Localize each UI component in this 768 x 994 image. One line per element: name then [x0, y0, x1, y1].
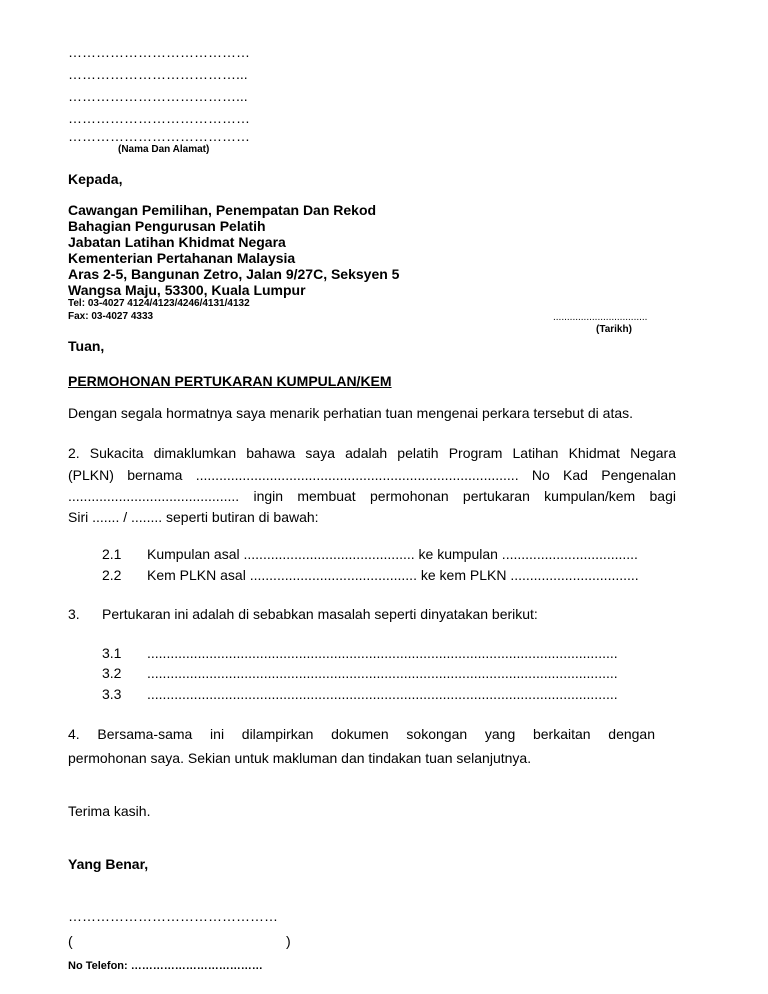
- item-3-3-number: 3.3: [102, 686, 122, 702]
- para3-number: 3.: [68, 606, 80, 622]
- closing-text: Yang Benar,: [68, 856, 149, 872]
- para3-text: Pertukaran ini adalah di sebabkan masalah seperti dinyatakan berikut:: [102, 606, 538, 622]
- item-3-3-text: .........................................................................................................................: [147, 686, 618, 702]
- subject-heading: PERMOHONAN PERTUKARAN KUMPULAN/KEM: [68, 373, 392, 389]
- sender-line-5: …………………………………: [68, 128, 250, 144]
- para2-line-3: ............................................ ingin membuat permohonan pertukaran kumpulan/kem bagi: [68, 488, 676, 504]
- name-paren-close: ): [286, 933, 291, 949]
- recipient-line-1: Cawangan Pemilihan, Penempatan Dan Rekod: [68, 202, 377, 218]
- para2-line-1: 2. Sukacita dimaklumkan bahawa saya adalah pelatih Program Latihan Khidmat Negara: [68, 445, 676, 461]
- sender-caption: (Nama Dan Alamat): [118, 144, 210, 155]
- item-3-1-text: .........................................................................................................................: [147, 645, 618, 661]
- sender-line-3: ………………………………...: [68, 88, 248, 104]
- recipient-line-4: Kementerian Pertahanan Malaysia: [68, 250, 296, 266]
- para4-line-2: permohonan saya. Sekian untuk makluman dan tindakan tuan selanjutnya.: [68, 750, 532, 766]
- date-dots: ..................................: [553, 312, 648, 323]
- item-2-1-number: 2.1: [102, 546, 122, 562]
- item-3-2-number: 3.2: [102, 665, 122, 681]
- recipient-tel: Tel: 03-4027 4124/4123/4246/4131/4132: [68, 298, 250, 309]
- intro-paragraph: Dengan segala hormatnya saya menarik perhatian tuan mengenai perkara tersebut di atas.: [68, 405, 634, 421]
- sender-line-1: …………………………………: [68, 44, 250, 60]
- recipient-line-3: Jabatan Latihan Khidmat Negara: [68, 234, 286, 250]
- sender-line-4: …………………………………: [68, 110, 250, 126]
- phone-line: No Telefon: ………………………………: [68, 960, 263, 972]
- recipient-line-6: Wangsa Maju, 53300, Kuala Lumpur: [68, 282, 306, 298]
- sender-line-2: ………………………………...: [68, 66, 248, 82]
- signature-line: ………………………………………: [68, 908, 278, 924]
- salutation: Tuan,: [68, 338, 105, 354]
- recipient-fax: Fax: 03-4027 4333: [68, 311, 154, 322]
- kepada-label: Kepada,: [68, 171, 123, 187]
- para2-line-4: Siri ....... / ........ seperti butiran di bawah:: [68, 509, 319, 525]
- item-2-1-text: Kumpulan asal ............................................ ke kumpulan ...................................: [147, 546, 638, 562]
- item-3-1-number: 3.1: [102, 645, 122, 661]
- item-2-2-text: Kem PLKN asal ........................................... ke kem PLKN .................................: [147, 567, 639, 583]
- recipient-line-2: Bahagian Pengurusan Pelatih: [68, 218, 266, 234]
- date-label: (Tarikh): [596, 324, 632, 335]
- thanks-text: Terima kasih.: [68, 803, 151, 819]
- recipient-line-5: Aras 2-5, Bangunan Zetro, Jalan 9/27C, Seksyen 5: [68, 266, 400, 282]
- item-2-2-number: 2.2: [102, 567, 122, 583]
- name-paren-open: (: [68, 933, 73, 949]
- para4-line-1: 4. Bersama-sama ini dilampirkan dokumen sokongan yang berkaitan dengan: [68, 726, 655, 742]
- para2-line-2: (PLKN) bernama ................................................................................... No Kad Pengenalan: [68, 467, 676, 483]
- item-3-2-text: .........................................................................................................................: [147, 665, 618, 681]
